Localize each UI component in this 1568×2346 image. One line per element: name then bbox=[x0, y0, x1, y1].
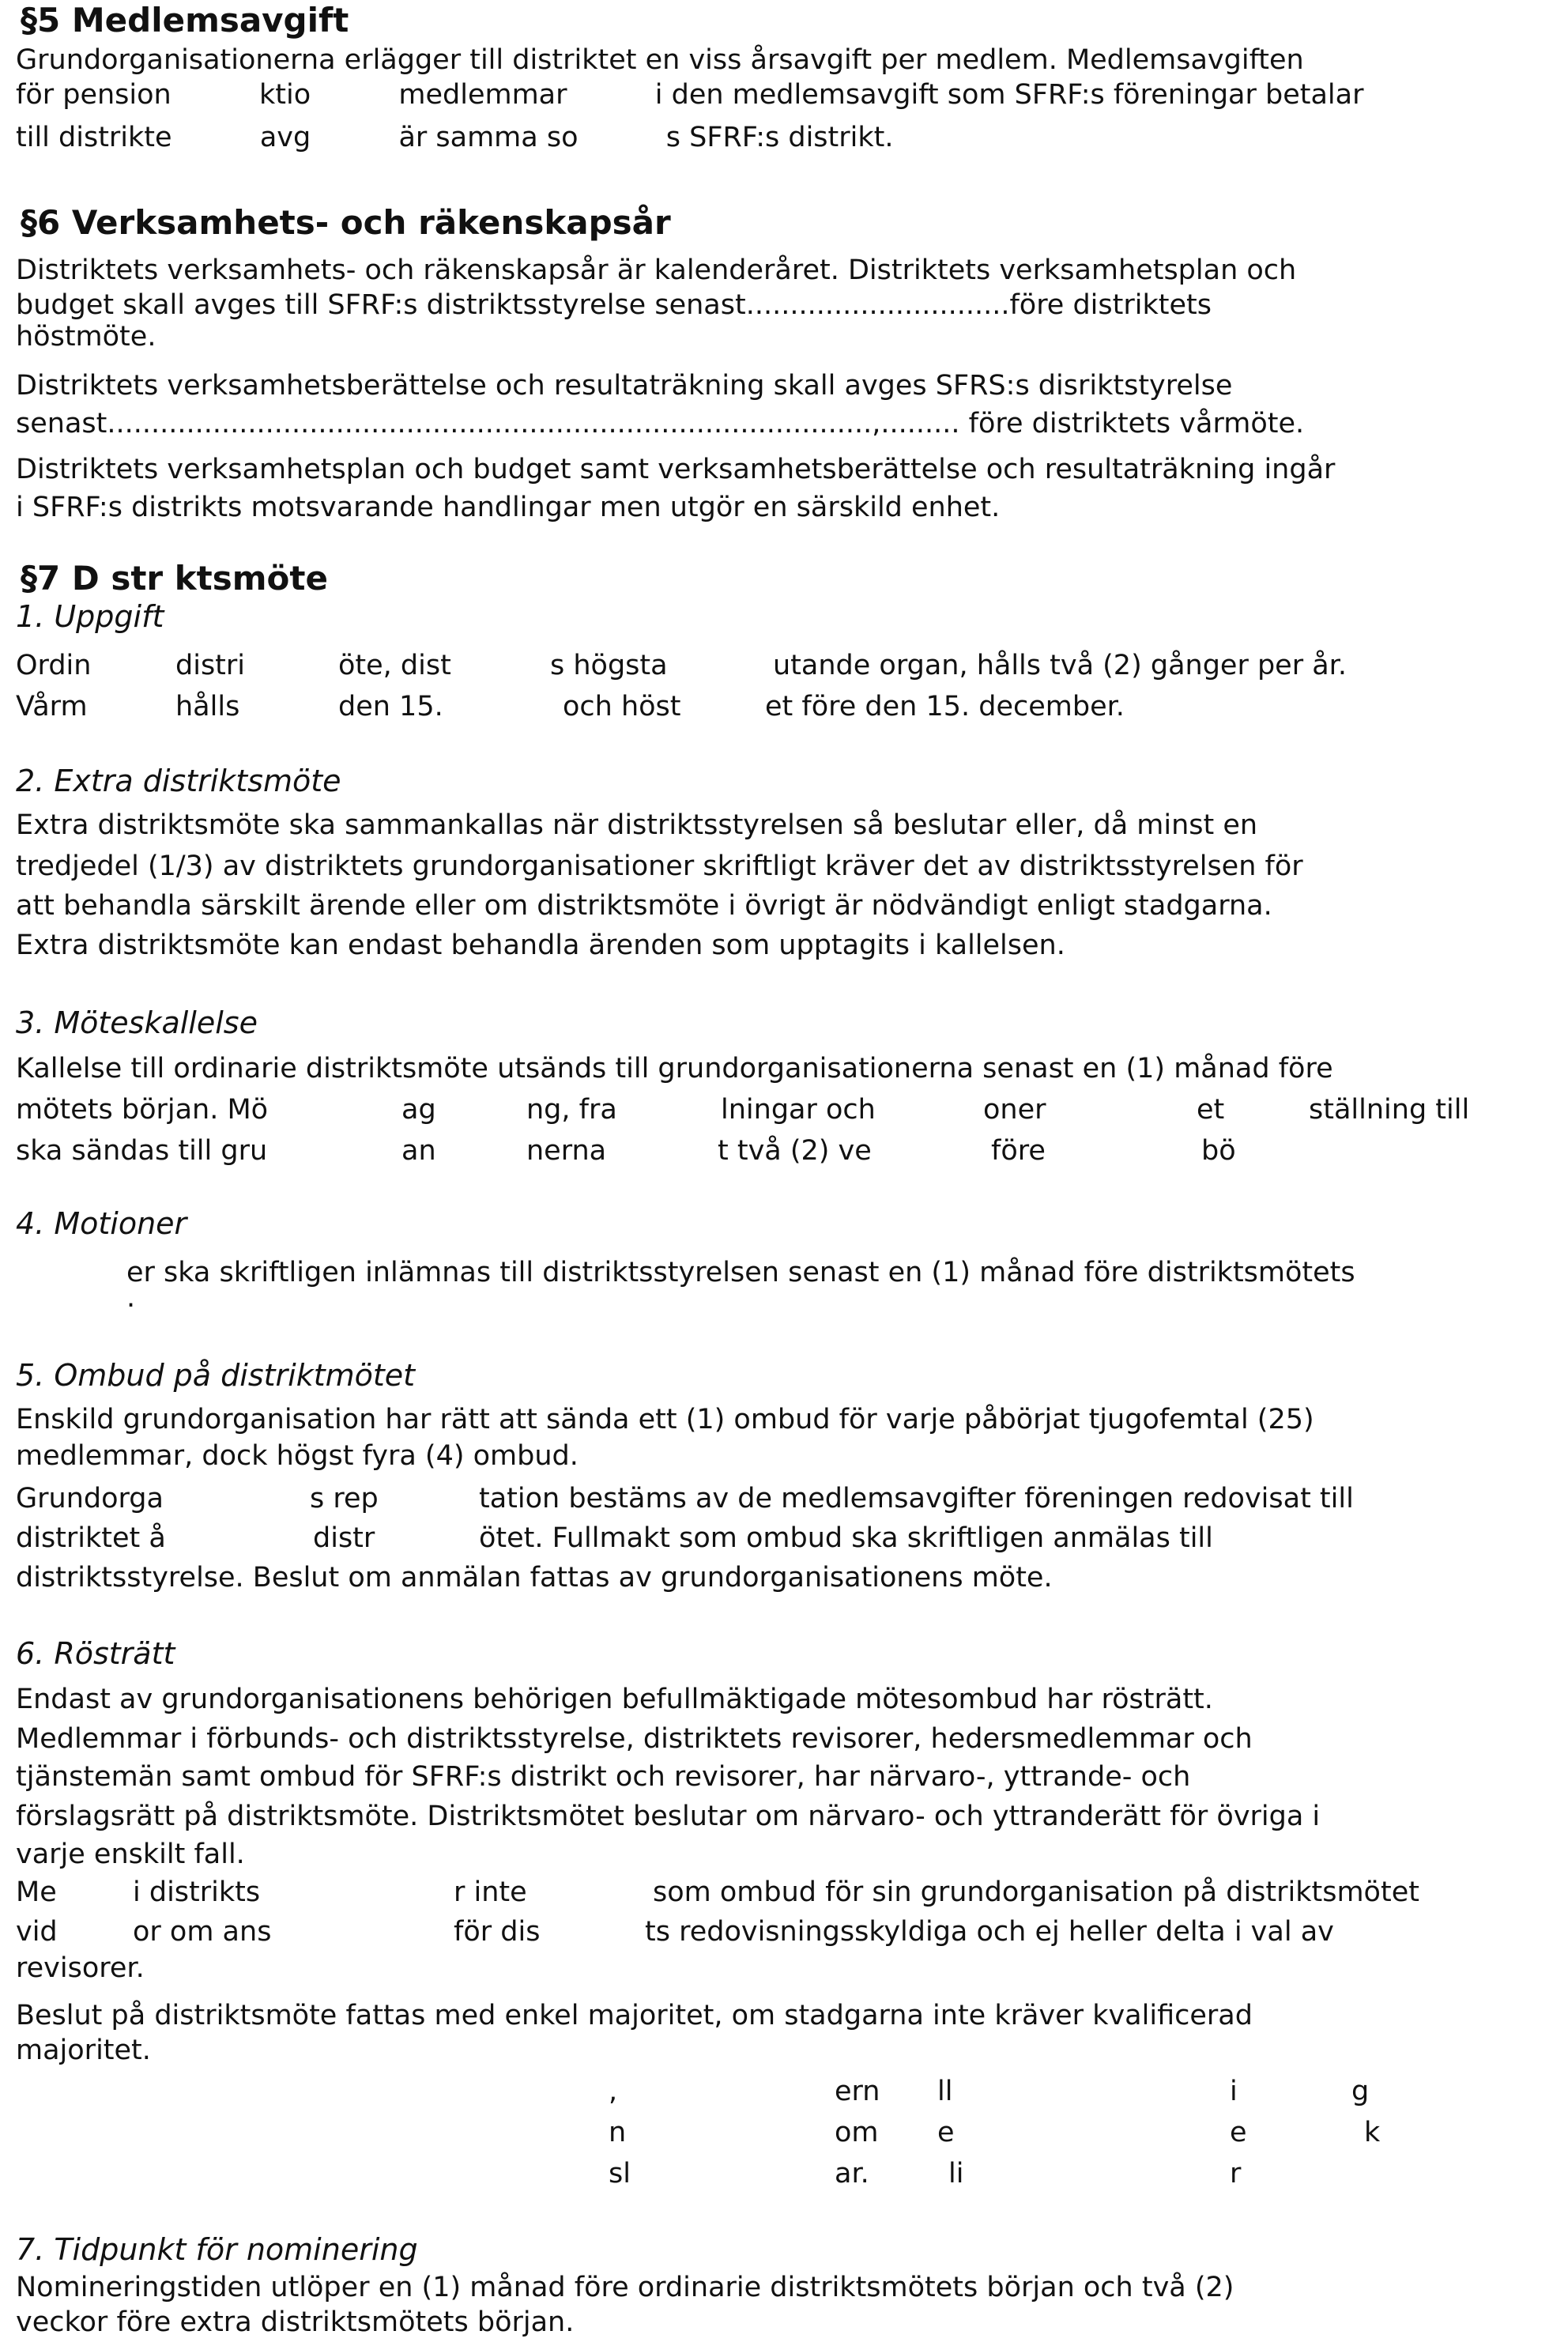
section-6-line: i SFRF:s distrikts motsvarande handlingar men utgör en särskild enhet. bbox=[16, 492, 1001, 523]
text-fragment: i bbox=[1230, 2076, 1238, 2107]
text-fragment: r inte bbox=[454, 1876, 527, 1908]
text-fragment: tation bestäms av de medlemsavgifter föreningen redovisat till bbox=[479, 1483, 1354, 1514]
text-fragment: Me bbox=[16, 1876, 57, 1908]
text-fragment: ern bbox=[835, 2076, 880, 2107]
section-6-line: Distriktets verksamhets- och räkenskapsår är kalenderåret. Distriktets verksamhetsplan och bbox=[16, 255, 1297, 286]
nominering-line: Nomineringstiden utlöper en (1) månad före ordinarie distriktsmötets början och två (2) bbox=[16, 2272, 1234, 2303]
text-fragment: och höst bbox=[563, 691, 681, 722]
text-fragment: sl bbox=[609, 2158, 631, 2189]
subsection-title: 6. Rösträtt bbox=[16, 1636, 175, 1671]
text-fragment: distriktet å bbox=[16, 1522, 166, 1554]
text-fragment: i distrikts bbox=[133, 1876, 261, 1908]
section-6-line: budget skall avges till SFRF:s distriktsstyrelse senast..............................före distriktets bbox=[16, 289, 1212, 321]
subsection-title: 7. Tidpunkt för nominering bbox=[16, 2232, 418, 2267]
subsection-title: 1. Uppgift bbox=[16, 599, 164, 634]
section-5-heading: §5 Medlemsavgift bbox=[21, 1, 349, 40]
text-fragment: k bbox=[1364, 2117, 1381, 2148]
kallelse-line: Kallelse till ordinarie distriktsmöte utsänds till grundorganisationerna senast en (1) månad före bbox=[16, 1053, 1333, 1084]
text-fragment: ng, fra bbox=[526, 1094, 617, 1126]
text-fragment: li bbox=[948, 2158, 964, 2189]
text-fragment: Grundorga bbox=[16, 1483, 164, 1514]
section-6-line: senast.......................................................................................,......... före distriktets vårmöte. bbox=[16, 408, 1305, 439]
extra-line: tredjedel (1/3) av distriktets grundorganisationer skriftligt kräver det av distriktsstyrelsen för bbox=[16, 851, 1303, 882]
text-fragment: vid bbox=[16, 1916, 58, 1948]
text-fragment: ll bbox=[937, 2076, 953, 2107]
rostratt-line: revisorer. bbox=[16, 1952, 145, 1984]
text-fragment: den 15. bbox=[338, 691, 443, 722]
text-fragment: t två (2) ve bbox=[718, 1135, 872, 1167]
extra-line: att behandla särskilt ärende eller om distriktsmöte i övrigt är nödvändigt enligt stadgarna. bbox=[16, 890, 1272, 922]
extra-line: Extra distriktsmöte kan endast behandla ärenden som upptagits i kallelsen. bbox=[16, 930, 1065, 961]
text-fragment: n bbox=[609, 2117, 627, 2148]
text-fragment: et före den 15. december. bbox=[765, 691, 1125, 722]
section-5-line: till distrikte avg är samma so s SFRF:s distrikt. bbox=[16, 122, 894, 153]
section-6-heading: §6 Verksamhets- och räkenskapsår bbox=[21, 203, 671, 242]
text-fragment: an bbox=[401, 1135, 436, 1167]
text-fragment: nerna bbox=[526, 1135, 607, 1167]
ombud-line: medlemmar, dock högst fyra (4) ombud. bbox=[16, 1440, 579, 1472]
text-fragment: s högsta bbox=[550, 650, 668, 681]
rostratt-line: förslagsrätt på distriktsmöte. Distriktsmötet beslutar om närvaro- och yttranderätt för övriga i bbox=[16, 1801, 1321, 1832]
text-fragment: distr bbox=[313, 1522, 375, 1554]
text-fragment: för dis bbox=[454, 1916, 541, 1948]
ombud-line: distriktsstyrelse. Beslut om anmälan fattas av grundorganisationens möte. bbox=[16, 1562, 1053, 1594]
text-fragment: g bbox=[1351, 2076, 1370, 2107]
subsection-title: 4. Motioner bbox=[16, 1206, 187, 1241]
motioner-line: . bbox=[126, 1282, 136, 1314]
nominering-line: veckor före extra distriktsmötets början. bbox=[16, 2306, 575, 2338]
text-fragment: r bbox=[1230, 2158, 1242, 2189]
text-fragment: Ordin bbox=[16, 650, 92, 681]
text-fragment: e bbox=[1230, 2117, 1247, 2148]
section-6-line: höstmöte. bbox=[16, 321, 156, 353]
text-fragment: före bbox=[991, 1135, 1046, 1167]
rostratt-line: Endast av grundorganisationens behörigen befullmäktigade mötesombud har rösträtt. bbox=[16, 1684, 1213, 1715]
rostratt-line: majoritet. bbox=[16, 2035, 151, 2066]
text-fragment: or om ans bbox=[133, 1916, 272, 1948]
text-fragment: som ombud för sin grundorganisation på distriktsmötet bbox=[653, 1876, 1419, 1908]
section-6-line: Distriktets verksamhetsplan och budget samt verksamhetsberättelse och resultaträkning ingår bbox=[16, 454, 1336, 485]
rostratt-line: tjänstemän samt ombud för SFRF:s distrikt och revisorer, har närvaro-, yttrande- och bbox=[16, 1761, 1191, 1793]
text-fragment: Vårm bbox=[16, 691, 88, 722]
subsection-title: 2. Extra distriktsmöte bbox=[16, 764, 341, 798]
text-fragment: ska sändas till gru bbox=[16, 1135, 268, 1167]
text-fragment: , bbox=[609, 2076, 618, 2107]
text-fragment: bö bbox=[1201, 1135, 1236, 1167]
subsection-title: 3. Möteskallelse bbox=[16, 1005, 258, 1040]
text-fragment: et bbox=[1197, 1094, 1225, 1126]
text-fragment: ag bbox=[401, 1094, 436, 1126]
text-fragment: ställning till bbox=[1309, 1094, 1470, 1126]
section-7-heading: §7 D str ktsmöte bbox=[21, 559, 328, 598]
text-fragment: distri bbox=[175, 650, 246, 681]
text-fragment: ts redovisningsskyldiga och ej heller delta i val av bbox=[645, 1916, 1334, 1948]
motioner-line: er ska skriftligen inlämnas till distriktsstyrelsen senast en (1) månad före distriktsmötets bbox=[126, 1257, 1355, 1288]
subsection-title: 5. Ombud på distriktmötet bbox=[16, 1358, 416, 1393]
section-5-line: för pension ktio medlemmar i den medlemsavgift som SFRF:s föreningar betalar bbox=[16, 79, 1364, 111]
text-fragment: ar. bbox=[835, 2158, 869, 2189]
text-fragment: s rep bbox=[310, 1483, 379, 1514]
text-fragment: oner bbox=[983, 1094, 1046, 1126]
text-fragment: hålls bbox=[175, 691, 240, 722]
rostratt-line: Medlemmar i förbunds- och distriktsstyrelse, distriktets revisorer, hedersmedlemmar och bbox=[16, 1723, 1253, 1755]
section-5-line: Grundorganisationerna erlägger till distriktet en viss årsavgift per medlem. Medlemsavgiften bbox=[16, 44, 1304, 76]
section-6-line: Distriktets verksamhetsberättelse och resultaträkning skall avges SFRS:s disriktstyrelse bbox=[16, 370, 1233, 402]
text-fragment: e bbox=[937, 2117, 955, 2148]
rostratt-line: varje enskilt fall. bbox=[16, 1839, 245, 1870]
text-fragment: mötets början. Mö bbox=[16, 1094, 269, 1126]
text-fragment: öte, dist bbox=[338, 650, 451, 681]
text-fragment: om bbox=[835, 2117, 879, 2148]
text-fragment: ötet. Fullmakt som ombud ska skriftligen anmälas till bbox=[479, 1522, 1213, 1554]
text-fragment: utande organ, hålls två (2) gånger per år. bbox=[773, 650, 1347, 681]
extra-line: Extra distriktsmöte ska sammankallas när distriktsstyrelsen så beslutar eller, då minst en bbox=[16, 809, 1258, 841]
text-fragment: lningar och bbox=[721, 1094, 876, 1126]
rostratt-line: Beslut på distriktsmöte fattas med enkel majoritet, om stadgarna inte kräver kvalificerad bbox=[16, 2000, 1253, 2031]
ombud-line: Enskild grundorganisation har rätt att sända ett (1) ombud för varje påbörjat tjugofemtal (25) bbox=[16, 1404, 1314, 1435]
